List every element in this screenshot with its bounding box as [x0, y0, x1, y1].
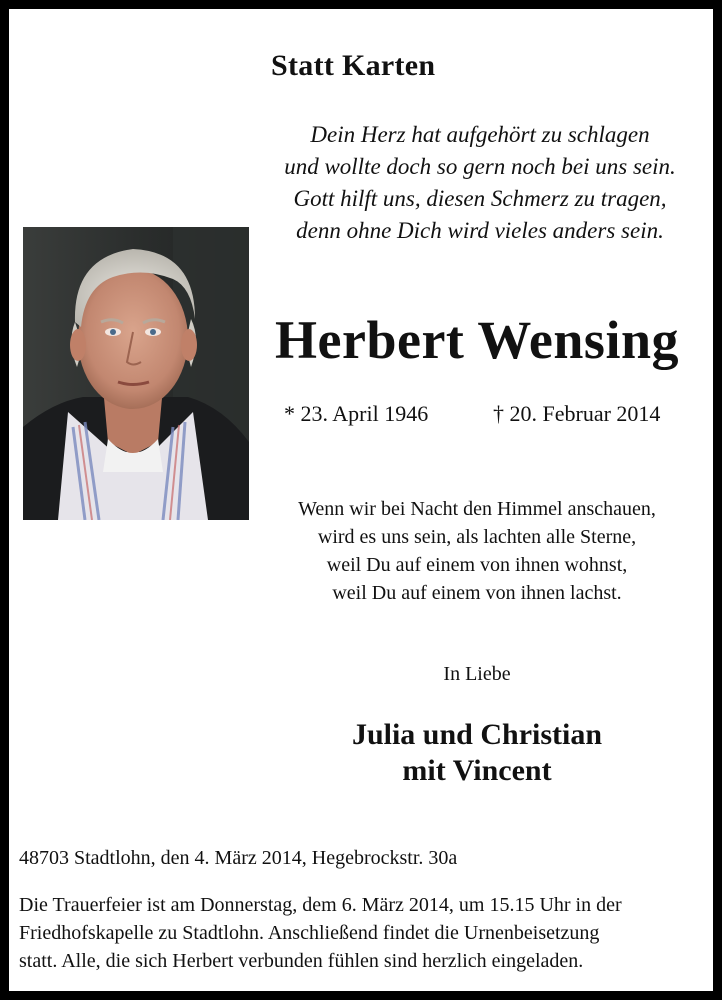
ceremony-line: statt. Alle, die sich Herbert verbunden fühlen sind herzlich eingeladen. — [19, 950, 584, 972]
deceased-name: Herbert Wensing — [275, 310, 679, 370]
poem-bottom-line: Wenn wir bei Nacht den Himmel anschauen, — [298, 498, 656, 520]
poem-top-line: Gott hilft uns, diesen Schmerz zu tragen, — [293, 186, 667, 211]
death-date: † 20. Februar 2014 — [493, 401, 661, 426]
portrait-image — [23, 227, 249, 520]
mourners-line: mit Vincent — [402, 754, 552, 787]
poem-bottom — [259, 495, 695, 607]
poem-top-line: denn ohne Dich wird vieles anders sein. — [296, 218, 664, 243]
poem-bottom-line: wird es uns sein, als lachten alle Sterne, — [317, 526, 637, 548]
ceremony-line: Friedhofskapelle zu Stadtlohn. Anschließend findet die Urnenbeisetzung — [19, 922, 600, 944]
heading-statt-karten: Statt Karten — [271, 49, 436, 82]
poem-top-line: Dein Herz hat aufgehört zu schlagen — [310, 122, 650, 147]
in-love-text: In Liebe — [443, 663, 511, 685]
address-line: 48703 Stadtlohn, den 4. März 2014, Hegebrockstr. 30a — [19, 847, 458, 869]
poem-bottom-line: weil Du auf einem von ihnen lachst. — [332, 582, 622, 604]
poem-bottom-line: weil Du auf einem von ihnen wohnst, — [326, 554, 628, 576]
mourners-line: Julia und Christian — [351, 718, 603, 751]
obituary-notice — [9, 9, 713, 991]
poem-top — [247, 119, 713, 247]
poem-top-line: und wollte doch so gern noch bei uns sein. — [284, 154, 676, 179]
ceremony-line: Die Trauerfeier ist am Donnerstag, dem 6. März 2014, um 15.15 Uhr in der — [19, 894, 622, 916]
mourners — [259, 717, 695, 789]
portrait-photo — [23, 227, 249, 520]
ceremony-info — [19, 891, 709, 975]
birth-date: * 23. April 1946 — [284, 401, 429, 426]
